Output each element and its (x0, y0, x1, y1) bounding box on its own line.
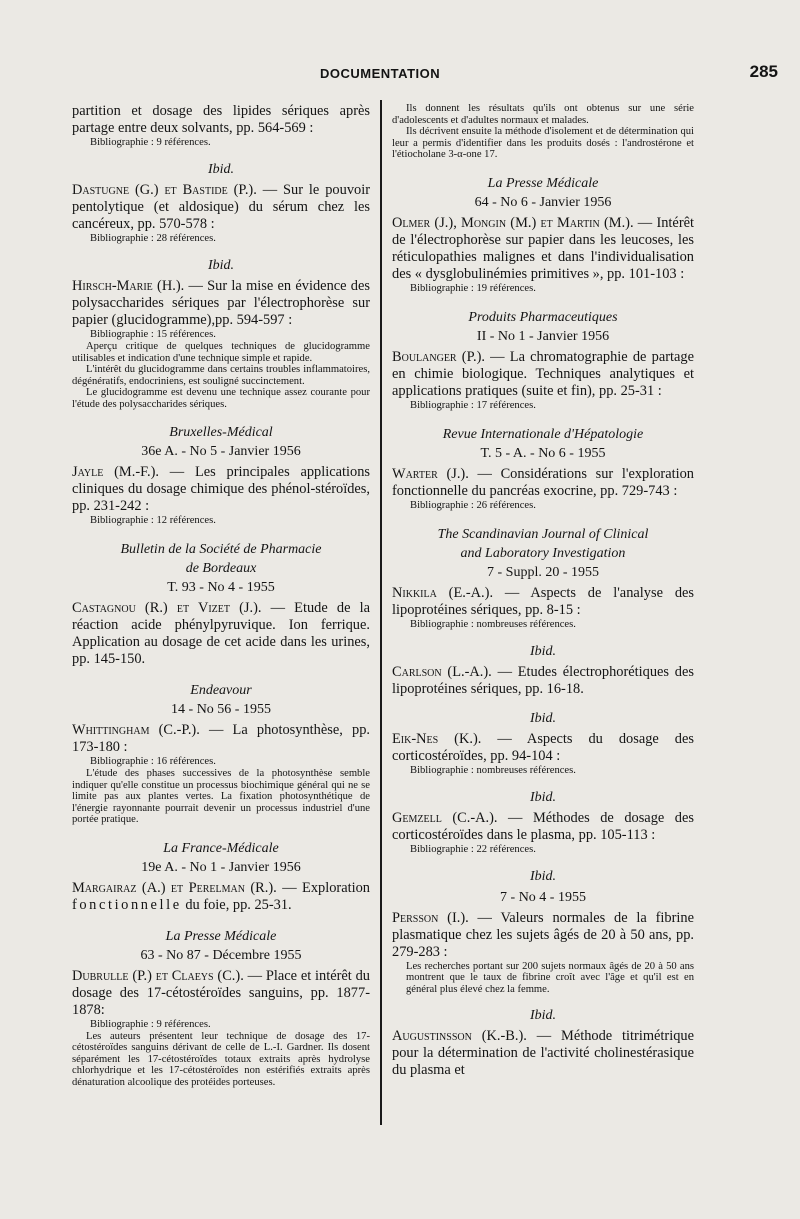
journal-title: La France-Médicale (163, 840, 279, 856)
journal-issue: T. 93 - No 4 - 1955 (167, 580, 275, 595)
column-divider (380, 100, 382, 1125)
journal-issue: 7 - No 4 - 1955 (500, 889, 586, 905)
entry-text: — Valeurs normales de la fibrine plasmatique chez les sujets âgés de 20 à 50 ans, pp. 279-283 : (392, 909, 694, 960)
bibliography-line: Bibliographie : 19 références. (410, 282, 536, 294)
entry-text: — Méthode titrimétrique pour la détermination de l'activité cholinestérasique du plasma et (392, 1028, 694, 1078)
entry-text: — Sur la mise en évidence des polysaccharides sériques par l'électrophorèse sur papier (glucidogramme),pp. 594-597 : (72, 278, 370, 328)
entry-text: — Etude de la réaction acide phénylpyruvique. Ion ferrique. Application au dosage de cet acide dans les urines, pp. 145-150. (72, 600, 370, 667)
entry-text: — La photosynthèse, pp. 173-180 : (72, 722, 370, 755)
entry-text: — Etudes électrophorétiques des lipoprotéines sériques, pp. 16-18. (392, 663, 694, 697)
left-column (72, 103, 370, 1193)
ibid-heading: Ibid. (207, 162, 235, 177)
journal-title: La Presse Médicale (165, 928, 277, 944)
entry-olmer (392, 215, 694, 283)
entry-text-spaced: fonctionnelle (72, 896, 182, 913)
entry-dastugne (72, 182, 370, 233)
journal-title: Bulletin de la Société de Pharmacie (120, 542, 322, 557)
entry-text: — Aspects de l'analyse des lipoprotéines sériques, pp. 8-15 : (392, 584, 694, 618)
entry-text: — Place et intérêt du dosage des 17-cétostéroïdes sanguins, pp. 1877-1878: (72, 967, 370, 1018)
entry-carlson (392, 664, 694, 698)
entry-hirsch-marie (72, 278, 370, 329)
entry-persson (392, 910, 694, 961)
entry-text: — Exploration (276, 879, 370, 896)
journal-issue: II - No 1 - Janvier 1956 (476, 328, 610, 344)
bibliography-line: Bibliographie : 9 références. (90, 1018, 211, 1030)
entry-eik-nes (392, 731, 694, 765)
page-number: 285 (749, 62, 778, 81)
bibliography-line: Bibliographie : 15 références. (90, 329, 216, 340)
entry-text: — Intérêt de l'électrophorèse sur papier dans les leucoses, les réticulopathies malignes et dans l'individualisation des « dysglobulinémies primitives », pp. 101-103 : (392, 214, 694, 282)
entry-authors: Jayle (M.-F.). (72, 464, 159, 480)
ibid-heading: Ibid. (529, 789, 557, 805)
journal-title-line2: de Bordeaux (185, 561, 257, 576)
ibid-heading: Ibid. (529, 710, 557, 726)
abstract-note: Le glucidogramme est devenu une technique assez courante pour l'étude des polysaccharides sériques. (72, 387, 370, 410)
entry-authors: Whittingham (C.-P.). (72, 722, 200, 738)
entry-text: du foie, pp. 25-31. (181, 896, 292, 913)
abstract-note: Ils décrivent ensuite la méthode d'isolement et de détermination qui leur a permis d'identifier dans les produits dosés : l'androstérone et l'étiocholane 3-α-one 17. (392, 126, 694, 160)
ibid-heading: Ibid. (529, 1008, 557, 1023)
entry-boulanger (392, 349, 694, 400)
bibliography-line: Bibliographie : nombreuses références. (410, 618, 576, 630)
bibliography-line: Bibliographie : 9 références. (90, 137, 211, 148)
entry-jayle (72, 464, 370, 515)
abstract-note: L'étude des phases successives de la photosynthèse semble indiquer qu'elle constitue un processus biochimique général qui ne se limite pas aux plantes vertes. La fixation photosynthétique de l'énergie rayonnante pourrait devenir un processus industriel d'une portée pratique. (72, 768, 370, 825)
journal-issue: 64 - No 6 - Janvier 1956 (474, 194, 612, 210)
abstract-note: Ils donnent les résultats qu'ils ont obtenus sur une série d'adolescents et d'adultes normaux et malades. (392, 103, 694, 126)
journal-title: La Presse Médicale (487, 175, 599, 191)
entry-authors: Castagnou (R.) et Vizet (J.). (72, 600, 262, 616)
journal-issue: 19e A. - No 1 - Janvier 1956 (141, 859, 301, 875)
entry-text: — Sur le pouvoir pentolytique (et aldosique) du sérum chez les cancéreux, pp. 570-578 : (72, 182, 370, 232)
entry-text: — Considérations sur l'exploration fonctionnelle du pancréas exocrine, pp. 729-743 : (392, 465, 694, 499)
entry-authors: Warter (J.). (392, 465, 469, 482)
journal-title: Revue Internationale d'Hépatologie (442, 426, 644, 442)
journal-title: The Scandinavian Journal of Clinical (437, 526, 649, 542)
abstract-note: Les auteurs présentent leur technique de dosage des 17-cétostéroïdes sanguins dérivant de celle de L.-I. Gardner. Ils dosent séparément les 17-cétostéroïdes totaux extraits après hydrolyse chlorhydrique et les 17-cétostéroïdes non estérifiés extraits après dénaturation alcoolique des protéides porteuses. (72, 1030, 370, 1088)
journal-issue: 63 - No 87 - Décembre 1955 (140, 947, 302, 963)
section-name: DOCUMENTATION (320, 66, 441, 81)
right-column (392, 103, 694, 1193)
bibliography-line: Bibliographie : 17 références. (410, 399, 536, 411)
entry-authors: Dastugne (G.) et Bastide (P.). (72, 182, 257, 198)
journal-issue: 14 - No 56 - 1955 (171, 702, 271, 717)
journal-issue: 36e A. - No 5 - Janvier 1956 (141, 444, 301, 459)
journal-issue: 7 - Suppl. 20 - 1955 (487, 564, 599, 580)
bibliography-line: Bibliographie : 16 références. (90, 756, 216, 767)
ibid-heading: Ibid. (529, 643, 557, 659)
bibliography-line: Bibliographie : 22 références. (410, 843, 536, 855)
entry-nikkila (392, 585, 694, 619)
entry-authors: Carlson (L.-A.). (392, 663, 492, 680)
journal-issue: T. 5 - A. - No 6 - 1955 (480, 445, 606, 461)
bibliography-line: Bibliographie : 28 références. (90, 233, 216, 244)
entry-continuation (72, 103, 370, 137)
entry-authors: Gemzell (C.-A.). (392, 809, 498, 826)
abstract-note: Aperçu critique de quelques techniques de glucidogramme utilisables et indication d'une technique simple et rapide. (72, 341, 370, 364)
bibliography-line: Bibliographie : 12 références. (90, 515, 216, 526)
bibliography-line: Bibliographie : 26 références. (410, 499, 536, 511)
journal-title: Bruxelles-Médical (169, 425, 273, 440)
bibliography-line: Bibliographie : nombreuses références. (410, 764, 576, 776)
running-head (0, 62, 800, 86)
entry-text: — Méthodes de dosage des corticostéroïdes dans le plasma, pp. 105-113 : (392, 809, 694, 843)
entry-margairaz (72, 880, 370, 914)
entry-authors: Augustinsson (K.-B.). (392, 1028, 527, 1044)
abstract-note: L'intérêt du glucidogramme dans certains troubles inflammatoires, dégénératifs, endocriniens, est souligné succinctement. (72, 364, 370, 387)
entry-authors: Boulanger (P.). (392, 348, 485, 365)
entry-castagnou (72, 600, 370, 668)
entry-authors: Persson (I.). (392, 909, 469, 926)
entry-warter (392, 466, 694, 500)
journal-title: Endeavour (190, 683, 252, 698)
abstract-note: Les recherches portant sur 200 sujets normaux âgés de 20 à 50 ans montrent que le taux de fibrine croît avec l'âge et qu'il est en général plus élevé chez la femme. (406, 960, 694, 995)
ibid-heading: Ibid. (207, 258, 235, 273)
journal-title-line2: and Laboratory Investigation (460, 545, 626, 561)
entry-authors: Margairaz (A.) et Perelman (R.). (72, 879, 277, 896)
entry-text: — Aspects du dosage des corticostéroïdes, pp. 94-104 : (392, 730, 694, 764)
entry-whittingham (72, 722, 370, 756)
entry-dubrulle (72, 968, 370, 1019)
entry-text: — La chromatographie de partage en chimie biologique. Techniques analytiques et applications pratiques (suite et fin), pp. 25-31 : (392, 348, 694, 399)
entry-text: — Les principales applications cliniques du dosage chimique des phénol-stéroïdes, pp. 231-242 : (72, 464, 370, 514)
entry-authors: Eik-Nes (K.). (392, 730, 482, 747)
entry-text: partition et dosage des lipides sériques après partage entre deux solvants, pp. 564-569 : (72, 103, 370, 136)
entry-gemzell (392, 810, 694, 844)
entry-authors: Olmer (J.), Mongin (M.) et Martin (M.). (392, 214, 634, 231)
entry-augustinsson (392, 1028, 694, 1079)
journal-title: Produits Pharmaceutiques (468, 309, 618, 325)
entry-authors: Hirsch-Marie (H.). (72, 278, 185, 294)
ibid-heading: Ibid. (529, 868, 557, 884)
entry-authors: Nikkila (E.-A.). (392, 584, 494, 601)
entry-authors: Dubrulle (P.) et Claeys (C.). (72, 967, 244, 984)
